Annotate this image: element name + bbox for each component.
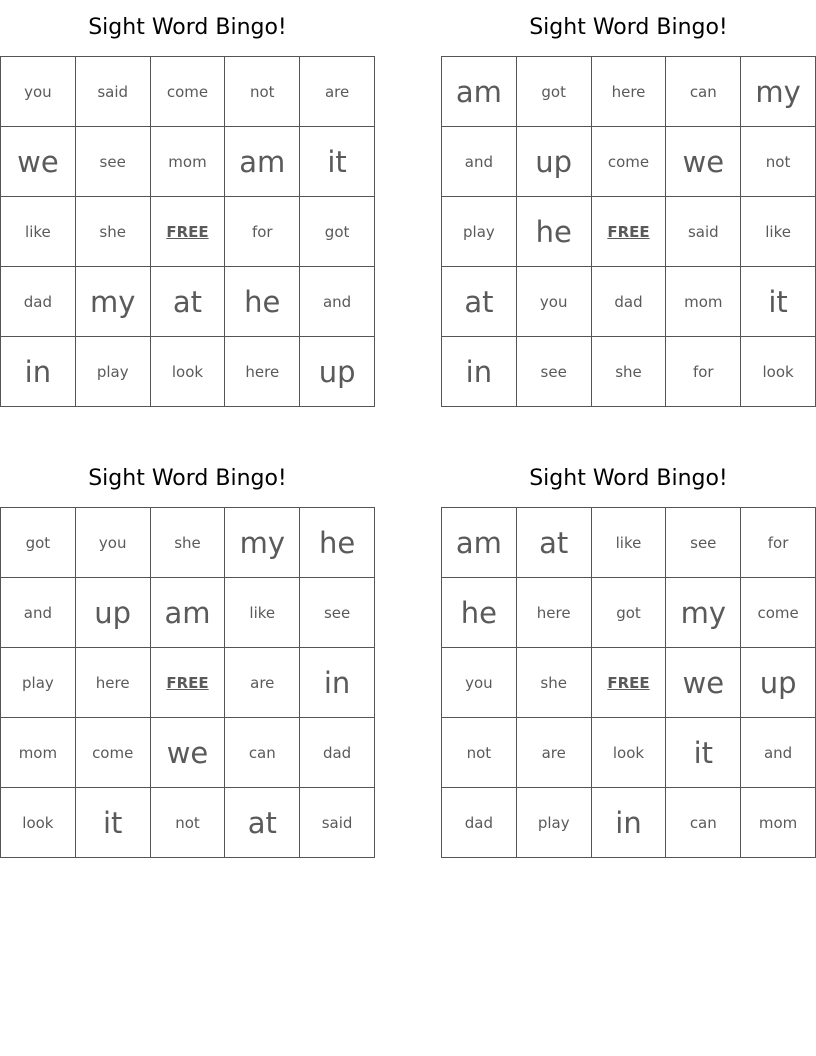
free-space-cell: FREE xyxy=(591,197,666,267)
grid-cell: can xyxy=(666,57,741,127)
bingo-card-1 xyxy=(0,0,375,407)
grid-row xyxy=(1,57,375,127)
grid-cell: in xyxy=(1,337,76,407)
grid-cell: he xyxy=(516,197,591,267)
grid-row xyxy=(442,197,816,267)
grid-cell: like xyxy=(591,508,666,578)
grid-cell: am xyxy=(442,508,517,578)
grid-cell: got xyxy=(516,57,591,127)
grid-cell: are xyxy=(225,648,300,718)
grid-cell: in xyxy=(591,788,666,858)
card-title: Sight Word Bingo! xyxy=(88,15,287,40)
grid-cell: come xyxy=(75,718,150,788)
grid-row xyxy=(442,648,816,718)
grid-cell: said xyxy=(666,197,741,267)
grid-cell: look xyxy=(1,788,76,858)
bingo-card-2 xyxy=(441,0,816,407)
grid-cell: you xyxy=(516,267,591,337)
free-space-cell: FREE xyxy=(150,197,225,267)
grid-cell: you xyxy=(1,57,76,127)
grid-cell: he xyxy=(225,267,300,337)
bingo-grid xyxy=(0,507,375,858)
grid-cell: she xyxy=(75,197,150,267)
grid-cell: at xyxy=(150,267,225,337)
grid-cell: my xyxy=(225,508,300,578)
grid-cell: and xyxy=(300,267,375,337)
bingo-card-3 xyxy=(0,451,375,858)
grid-row xyxy=(1,578,375,648)
grid-cell: dad xyxy=(591,267,666,337)
grid-cell: am xyxy=(150,578,225,648)
grid-cell: can xyxy=(666,788,741,858)
grid-cell: mom xyxy=(741,788,816,858)
grid-cell: got xyxy=(591,578,666,648)
grid-cell: up xyxy=(300,337,375,407)
grid-row xyxy=(1,718,375,788)
grid-row xyxy=(442,508,816,578)
grid-cell: play xyxy=(75,337,150,407)
bingo-grid xyxy=(441,56,816,407)
grid-cell: said xyxy=(300,788,375,858)
grid-cell: you xyxy=(442,648,517,718)
grid-cell: see xyxy=(300,578,375,648)
grid-cell: mom xyxy=(150,127,225,197)
grid-row xyxy=(442,267,816,337)
card-title: Sight Word Bingo! xyxy=(529,466,728,491)
grid-cell: we xyxy=(1,127,76,197)
grid-cell: and xyxy=(442,127,517,197)
grid-row xyxy=(1,508,375,578)
grid-cell: come xyxy=(150,57,225,127)
grid-cell: in xyxy=(442,337,517,407)
grid-row xyxy=(442,57,816,127)
free-space-cell: FREE xyxy=(150,648,225,718)
grid-cell: for xyxy=(225,197,300,267)
grid-cell: it xyxy=(300,127,375,197)
grid-cell: dad xyxy=(1,267,76,337)
grid-cell: dad xyxy=(300,718,375,788)
grid-cell: she xyxy=(516,648,591,718)
grid-cell: at xyxy=(225,788,300,858)
grid-cell: it xyxy=(666,718,741,788)
grid-cell: and xyxy=(741,718,816,788)
grid-cell: we xyxy=(666,127,741,197)
grid-cell: come xyxy=(591,127,666,197)
grid-cell: not xyxy=(741,127,816,197)
grid-cell: and xyxy=(1,578,76,648)
grid-row xyxy=(1,337,375,407)
grid-cell: am xyxy=(225,127,300,197)
grid-cell: are xyxy=(300,57,375,127)
grid-cell: look xyxy=(150,337,225,407)
grid-cell: see xyxy=(516,337,591,407)
grid-cell: here xyxy=(516,578,591,648)
grid-cell: we xyxy=(666,648,741,718)
grid-cell: got xyxy=(300,197,375,267)
grid-cell: here xyxy=(591,57,666,127)
bingo-grid xyxy=(0,56,375,407)
grid-cell: look xyxy=(591,718,666,788)
card-title: Sight Word Bingo! xyxy=(529,15,728,40)
grid-cell: can xyxy=(225,718,300,788)
grid-cell: not xyxy=(225,57,300,127)
grid-cell: she xyxy=(591,337,666,407)
grid-cell: got xyxy=(1,508,76,578)
grid-cell: mom xyxy=(1,718,76,788)
grid-cell: in xyxy=(300,648,375,718)
grid-cell: it xyxy=(75,788,150,858)
grid-cell: are xyxy=(516,718,591,788)
grid-row xyxy=(1,788,375,858)
grid-row xyxy=(442,788,816,858)
grid-row xyxy=(442,578,816,648)
grid-cell: not xyxy=(150,788,225,858)
grid-cell: he xyxy=(300,508,375,578)
grid-cell: up xyxy=(741,648,816,718)
grid-cell: like xyxy=(741,197,816,267)
grid-cell: play xyxy=(442,197,517,267)
grid-cell: up xyxy=(516,127,591,197)
grid-row xyxy=(442,337,816,407)
grid-cell: play xyxy=(516,788,591,858)
grid-cell: at xyxy=(516,508,591,578)
free-space-cell: FREE xyxy=(591,648,666,718)
grid-row xyxy=(1,197,375,267)
grid-cell: see xyxy=(75,127,150,197)
grid-cell: he xyxy=(442,578,517,648)
card-title: Sight Word Bingo! xyxy=(88,466,287,491)
grid-cell: my xyxy=(75,267,150,337)
bingo-grid xyxy=(441,507,816,858)
grid-cell: like xyxy=(225,578,300,648)
grid-cell: dad xyxy=(442,788,517,858)
grid-cell: my xyxy=(741,57,816,127)
grid-cell: like xyxy=(1,197,76,267)
grid-cell: for xyxy=(741,508,816,578)
grid-cell: here xyxy=(75,648,150,718)
grid-cell: you xyxy=(75,508,150,578)
grid-row xyxy=(442,718,816,788)
grid-cell: it xyxy=(741,267,816,337)
bingo-card-4 xyxy=(441,451,816,858)
grid-cell: here xyxy=(225,337,300,407)
grid-cell: am xyxy=(442,57,517,127)
grid-cell: for xyxy=(666,337,741,407)
grid-cell: she xyxy=(150,508,225,578)
grid-cell: at xyxy=(442,267,517,337)
grid-cell: not xyxy=(442,718,517,788)
grid-cell: mom xyxy=(666,267,741,337)
grid-cell: play xyxy=(1,648,76,718)
grid-cell: up xyxy=(75,578,150,648)
grid-row xyxy=(1,127,375,197)
grid-cell: look xyxy=(741,337,816,407)
grid-cell: said xyxy=(75,57,150,127)
grid-row xyxy=(442,127,816,197)
grid-cell: we xyxy=(150,718,225,788)
grid-cell: my xyxy=(666,578,741,648)
grid-cell: see xyxy=(666,508,741,578)
grid-row xyxy=(1,648,375,718)
grid-row xyxy=(1,267,375,337)
grid-cell: come xyxy=(741,578,816,648)
